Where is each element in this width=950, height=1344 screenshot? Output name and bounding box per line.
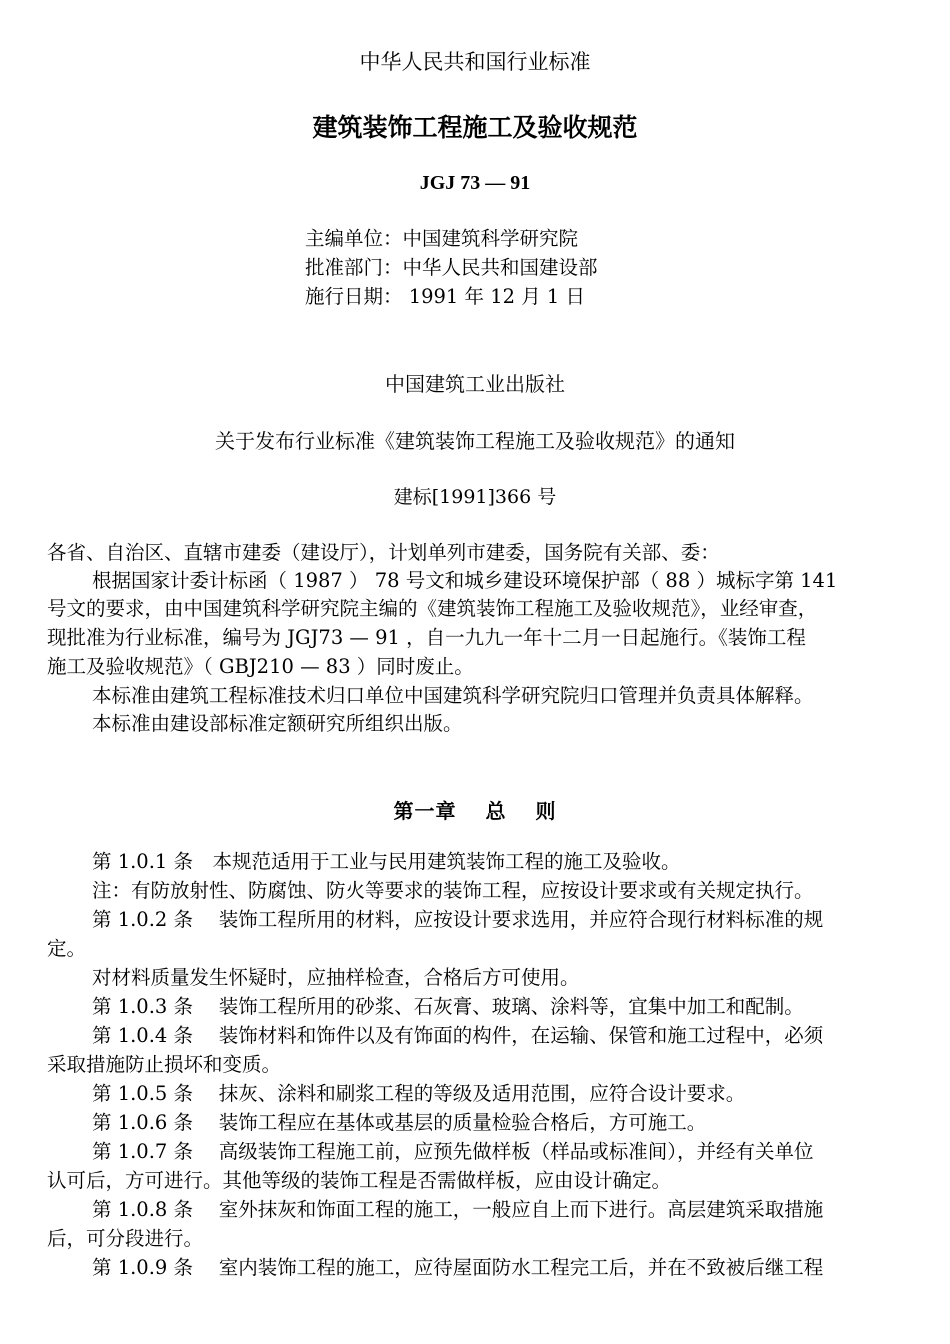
clause-line: 定。 <box>47 937 87 960</box>
clause-line: 对材料质量发生怀疑时，应抽样检查，合格后方可使用。 <box>92 966 580 989</box>
clause-line: 第 1.0.9 条 室内装饰工程的施工，应待屋面防水工程完工后，并在不致被后继工程 <box>92 1256 824 1279</box>
clause-line: 后，可分段进行。 <box>47 1227 204 1250</box>
clause-line: 认可后，方可进行。其他等级的装饰工程是否需做样板，应由设计确定。 <box>47 1169 672 1192</box>
clause-line: 第 1.0.7 条 高级装饰工程施工前，应预先做样板（样品或标准间），并经有关单位 <box>92 1140 814 1163</box>
clause-line: 第 1.0.2 条 装饰工程所用的材料，应按设计要求选用，并应符合现行材料标准的规 <box>92 908 824 931</box>
clause-line: 第 1.0.4 条 装饰材料和饰件以及有饰面的构件，在运输、保管和施工过程中，必须 <box>92 1024 824 1047</box>
clause-line: 第 1.0.8 条 室外抹灰和饰面工程的施工，一般应自上而下进行。高层建筑采取措施 <box>92 1198 824 1221</box>
notice-line: 根据国家计委计标函（ 1987 ） 78 号文和城乡建设环境保护部（ 88 ）城标字第 141 <box>92 569 838 592</box>
standard-type: 中华人民共和国行业标准 <box>359 50 591 74</box>
clause-line: 采取措施防止损坏和变质。 <box>47 1053 282 1076</box>
document-title: 建筑装饰工程施工及验收规范 <box>312 113 638 142</box>
chapter-heading: 第一章 总 则 <box>393 799 557 823</box>
editor-unit: 主编单位：中国建筑科学研究院 <box>305 227 579 250</box>
publisher: 中国建筑工业出版社 <box>385 372 565 396</box>
notice-line: 施工及验收规范》（ GBJ210 — 83 ）同时废止。 <box>47 655 474 678</box>
effective-date: 施行日期： 1991 年 12 月 1 日 <box>305 285 586 308</box>
notice-line: 各省、自治区、直辖市建委（建设厅），计划单列市建委，国务院有关部、委： <box>47 541 720 564</box>
notice-line: 现批准为行业标准，编号为 JGJ73 — 91 ，自一九九一年十二月一日起施行。《装饰工程 <box>47 626 806 649</box>
clause-line: 第 1.0.1 条 本规范适用于工业与民用建筑装饰工程的施工及验收。 <box>92 850 681 873</box>
notice-title: 关于发布行业标准《建筑装饰工程施工及验收规范》的通知 <box>215 429 735 453</box>
clause-line: 第 1.0.6 条 装饰工程应在基体或基层的质量检验合格后，方可施工。 <box>92 1111 707 1134</box>
document-number: 建标[1991]366 号 <box>393 486 557 508</box>
clause-line: 第 1.0.5 条 抹灰、涂料和刷浆工程的等级及适用范围，应符合设计要求。 <box>92 1082 746 1105</box>
approval-department: 批准部门：中华人民共和国建设部 <box>305 256 598 279</box>
notice-line: 本标准由建设部标准定额研究所组织出版。 <box>92 712 463 735</box>
standard-code: JGJ 73 — 91 <box>419 172 531 194</box>
notice-line: 本标准由建筑工程标准技术归口单位中国建筑科学研究院归口管理并负责具体解释。 <box>92 684 814 707</box>
notice-line: 号文的要求，由中国建筑科学研究院主编的《建筑装饰工程施工及验收规范》，业经审查， <box>47 597 818 620</box>
clause-line: 注：有防放射性、防腐蚀、防火等要求的装饰工程，应按设计要求或有关规定执行。 <box>92 879 814 902</box>
clause-line: 第 1.0.3 条 装饰工程所用的砂浆、石灰膏、玻璃、涂料等，宜集中加工和配制。 <box>92 995 804 1018</box>
